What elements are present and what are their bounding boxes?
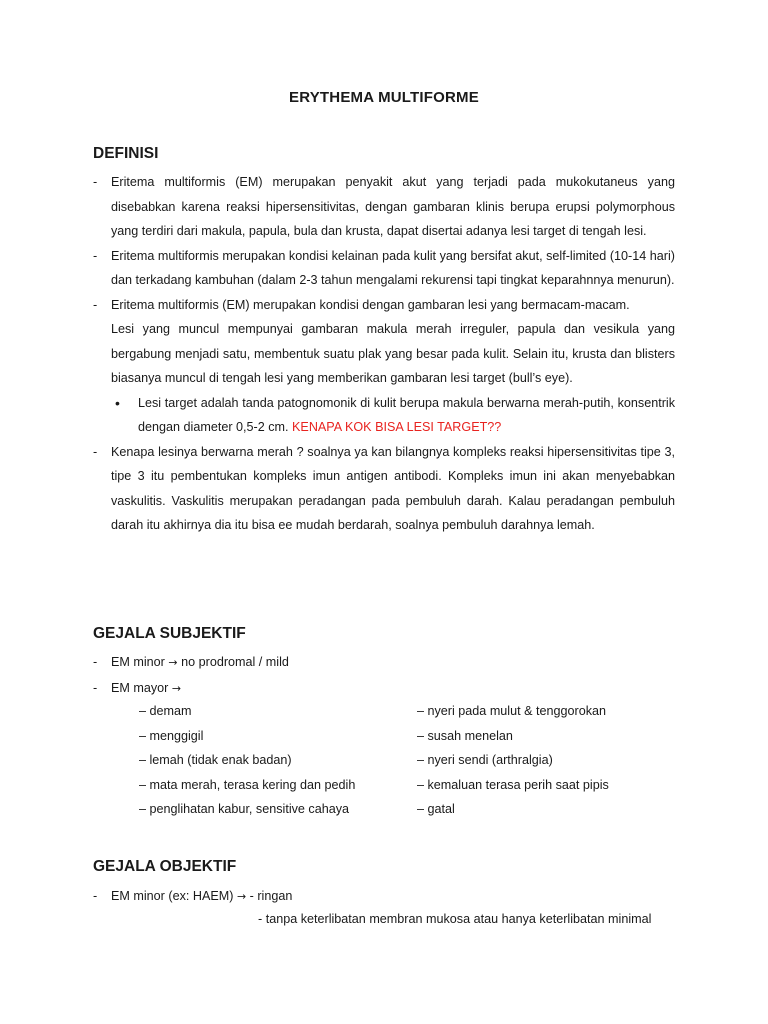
symptom-right: – kemaluan terasa perih saat pipis: [417, 777, 609, 792]
symptom-right: – susah menelan: [417, 728, 513, 743]
list-item-text: Eritema multiformis (EM) merupakan kondisi dengan gambaran lesi yang bermacam-macam.: [111, 297, 630, 312]
objektif-detail-line: - tanpa keterlibatan membran mukosa atau hanya keterlibatan minimal: [258, 912, 652, 926]
symptom-right: – nyeri sendi (arthralgia): [417, 753, 553, 767]
em-minor-value: - ringan: [249, 889, 293, 903]
em-minor-label: EM minor: [111, 655, 165, 669]
arrow-right-icon: →: [171, 681, 182, 695]
list-item: [93, 676, 675, 702]
dash-marker: -: [93, 889, 98, 903]
sub-list-item: [93, 391, 675, 440]
list-item-text: Kenapa lesinya berwarna merah ? soalnya ya kan bilangnya kompleks reaksi hipersensitivitas tipe 3, tipe 3 itu pembentukan kompleks imun antigen antibodi. Kompleks imun ini akan menyebabkan vaskulitis. Vaskulitis merupakan peradangan pada pembuluh darah. Kalau peradangan pembuluh darah itu akhirnya dia itu bisa ee mudah berdarah, soalnya pembuluh darahnya lemah.: [111, 444, 675, 532]
list-item: [93, 170, 675, 244]
heading-definisi: DEFINISI: [93, 145, 159, 162]
em-mayor-label: EM mayor: [111, 680, 169, 695]
heading-gejala-subjektif: GEJALA SUBJEKTIF: [93, 625, 246, 642]
list-item: [93, 293, 675, 391]
symptom-left: – menggigil: [139, 728, 204, 743]
arrow-right-icon: →: [236, 890, 247, 903]
list-item-text: Eritema multiformis (EM) merupakan penyakit akut yang terjadi pada mukokutaneus yang disebabkan karena reaksi hipersensitivitas, dengan gambaran klinis berupa erupsi polymorphous yang terdiri dari makula, papula, bula dan krusta, dapat disertai adanya lesi target di tengah lesi.: [111, 175, 675, 238]
list-item: [93, 650, 675, 676]
subjektif-list: [93, 650, 675, 701]
dash-marker: -: [93, 175, 98, 189]
list-item: [93, 884, 675, 910]
dash-marker: -: [93, 680, 98, 695]
bullet-icon: •: [115, 394, 120, 411]
sub-item-question: KENAPA KOK BISA LESI TARGET??: [292, 420, 502, 434]
symptom-columns: [139, 699, 679, 822]
symptom-right: – nyeri pada mulut & tenggorokan: [417, 704, 607, 718]
list-item: [93, 244, 675, 293]
heading-gejala-objektif: GEJALA OBJEKTIF: [93, 858, 237, 875]
dash-marker: -: [93, 444, 98, 459]
list-item: [93, 440, 675, 538]
arrow-right-icon: →: [168, 656, 178, 669]
em-minor-value: no prodromal / mild: [181, 655, 289, 669]
symptom-left: – lemah (tidak enak badan): [139, 753, 292, 767]
em-minor-label: EM minor (ex: HAEM): [111, 889, 234, 903]
definisi-list: [93, 170, 675, 538]
dash-marker: -: [93, 248, 98, 263]
symptom-left: – demam: [139, 704, 192, 718]
list-item-text: Eritema multiformis merupakan kondisi kelainan pada kulit yang bersifat akut, self-limited (10-14 hari) dan terkadang kambuhan (dalam 2-3 tahun mengalami rekurensi tapi tingkat keparahnnya menurun).: [111, 248, 675, 287]
document-title: ERYTHEMA MULTIFORME: [289, 89, 479, 106]
symptom-right: – gatal: [417, 802, 455, 816]
dash-marker: -: [93, 655, 98, 669]
sub-item-text: Lesi target adalah tanda patognomonik di kulit berupa makula berwarna merah-putih, konsentrik dengan diameter 0,5-2 cm.: [138, 395, 675, 434]
dash-marker: -: [93, 297, 98, 312]
symptom-left: – mata merah, terasa kering dan pedih: [139, 777, 356, 792]
list-item-text: Lesi yang muncul mempunyai gambaran makula merah irreguler, papula dan vesikula yang bergabung menjadi satu, membentuk suatu plak yang besar pada kulit. Selain itu, krusta dan blisters biasanya muncul di tengah lesi yang memberikan gambaran lesi target (bull’s eye).: [111, 322, 675, 385]
objektif-list: [93, 884, 675, 910]
symptom-left: – penglihatan kabur, sensitive cahaya: [139, 802, 350, 816]
